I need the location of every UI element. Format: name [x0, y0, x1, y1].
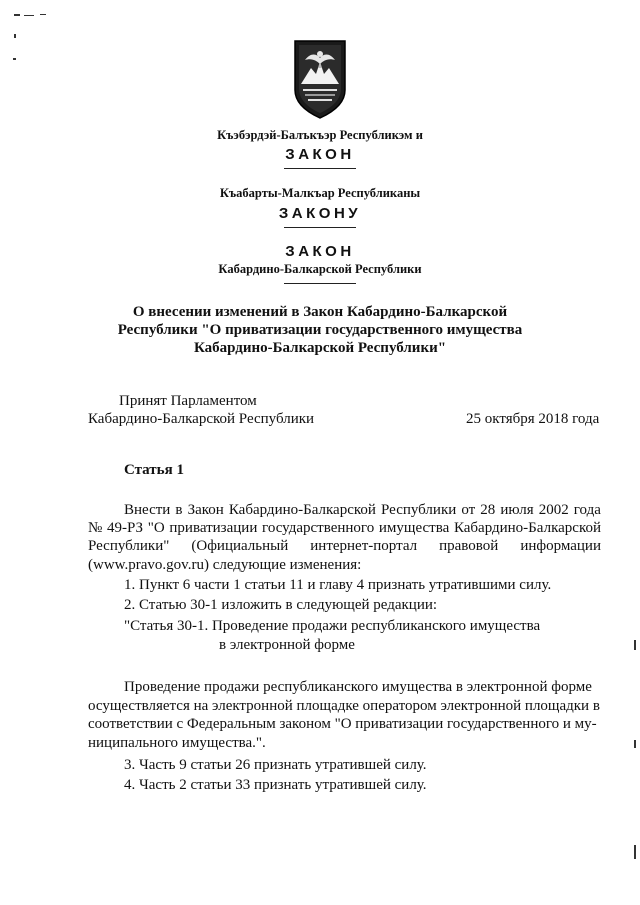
kabardian-law-heading: ЗАКОН — [285, 146, 355, 163]
para2-line-3: соответствии с Федеральным законом "О приватизации государственного и му- — [88, 716, 597, 732]
quoted-article-heading-cont: в электронной форме — [219, 637, 355, 653]
list-item-3: 3. Часть 9 статьи 26 признать утратившей силу. — [124, 757, 427, 773]
law-title-line-1: О внесении изменений в Закон Кабардино-Балкарской — [132, 304, 508, 320]
para1-line-3: Республики" (Официальный интернет-портал правовой информации — [88, 538, 601, 554]
para1-line-2: № 49-РЗ "О приватизации государственного имущества Кабардино-Балкарской — [88, 520, 601, 536]
divider-rule — [284, 227, 356, 228]
coat-of-arms-icon — [291, 38, 349, 120]
scan-mark — [14, 34, 16, 38]
article-heading: Статья 1 — [124, 462, 184, 478]
russian-law-heading: ЗАКОН — [285, 243, 355, 260]
law-title-line-2: Республики "О приватизации государственного имущества — [117, 322, 523, 338]
divider-rule — [284, 168, 356, 169]
adoption-line-1: Принят Парламентом — [119, 393, 257, 409]
para2-line-4: ниципального имущества.". — [88, 735, 266, 751]
kabardian-republic-line: Къэбэрдэй-Балъкъэр Республикэм и — [217, 128, 423, 142]
list-item-1: 1. Пункт 6 части 1 статьи 11 и главу 4 признать утратившими силу. — [124, 577, 552, 593]
scan-mark — [634, 640, 636, 650]
para1-line-4: (www.pravo.gov.ru) следующие изменения: — [88, 557, 362, 573]
adoption-line-2: Кабардино-Балкарской Республики — [88, 411, 315, 427]
scan-mark — [40, 14, 46, 15]
quoted-article-heading: "Статья 30-1. Проведение продажи республиканского имущества — [124, 618, 541, 634]
para1-line-1: Внести в Закон Кабардино-Балкарской Республики от 28 июля 2002 года — [124, 502, 601, 518]
balkar-republic-line: Къабарты-Малкъар Республиканы — [219, 186, 421, 200]
para2-line-2: осуществляется на электронной площадке оператором электронной площадки в — [88, 698, 600, 714]
law-title-line-3: Кабардино-Балкарской Республики" — [193, 340, 447, 356]
scan-mark — [634, 740, 636, 748]
scan-mark — [13, 58, 16, 60]
list-item-2: 2. Статью 30-1 изложить в следующей редакции: — [124, 597, 438, 613]
scan-mark — [14, 14, 20, 16]
list-item-4: 4. Часть 2 статьи 33 признать утратившей силу. — [124, 777, 427, 793]
scan-mark — [634, 845, 636, 859]
balkar-law-heading: ЗАКОНУ — [278, 205, 362, 222]
scan-mark — [24, 15, 34, 16]
divider-rule — [284, 283, 356, 284]
para2-line-1: Проведение продажи республиканского имущества в электронной форме — [124, 679, 592, 695]
russian-republic-line: Кабардино-Балкарской Республики — [218, 262, 422, 276]
adoption-date: 25 октября 2018 года — [466, 411, 600, 427]
